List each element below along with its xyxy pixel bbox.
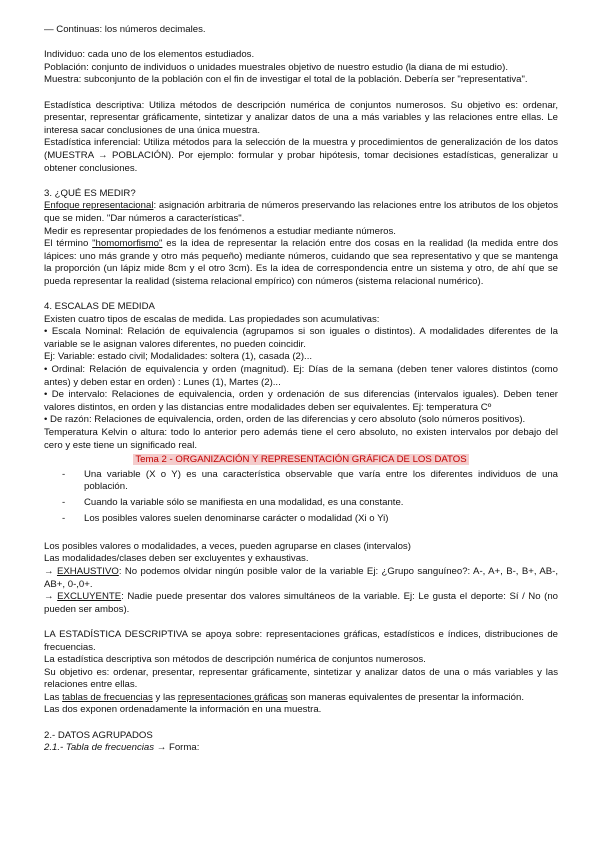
excluyente-term: EXCLUYENTE bbox=[57, 591, 122, 603]
enfoque-paragraph bbox=[44, 200, 558, 225]
descriptiva-apoya-paragraph: LA ESTADÍSTICA DESCRIPTIVA se apoya sobre: representaciones gráficas, estadísticos e índices, distribuciones de frecuencias. bbox=[44, 628, 558, 653]
tablas-join: y las bbox=[152, 691, 178, 703]
escala-intervalo: • De intervalo: Relaciones de equivalencia, orden y ordenación de sus diferencias (intervalos iguales). Deben tener valores distintos, en orden y las distancias entre modalidades deben ser equivalentes. Ej: temperatura Cº bbox=[44, 389, 558, 413]
section-heading-datos-agrupados: 2.- DATOS AGRUPADOS bbox=[44, 729, 153, 741]
continuas-line: — Continuas: los números decimales. bbox=[44, 24, 206, 35]
homomorfismo-lead: El término bbox=[44, 238, 93, 250]
section-heading-escalas: 4. ESCALAS DE MEDIDA bbox=[44, 301, 155, 313]
list-item: - Cuando la variable sólo se manifiesta en una modalidad, es una constante. bbox=[84, 497, 558, 510]
document-page bbox=[44, 24, 558, 755]
clases-paragraph: Los posibles valores o modalidades, a veces, pueden agruparse en clases (intervalos) bbox=[44, 540, 411, 552]
tablas-text: son maneras equivalentes de presentar la información. bbox=[287, 691, 524, 703]
descriptiva-metodos-paragraph: La estadística descriptiva son métodos de descripción numérica de conjuntos numerosos. bbox=[44, 654, 426, 666]
enfoque-text: : asignación arbitraria de números preservando las relaciones entre los atributos de los objetos que se miden. "Dar números a características". bbox=[44, 200, 558, 224]
excluyente-paragraph bbox=[44, 591, 558, 616]
escala-ordinal: • Ordinal: Relación de equivalencia y orden (magnitud). Ej: Días de la semana (deben tener valores distintos (como antes) y deben estar en orden) : Lunes (1), Martes (2)... bbox=[44, 364, 558, 388]
variable-list bbox=[44, 469, 558, 525]
section-heading-medir: 3. ¿QUÉ ES MEDIR? bbox=[44, 187, 136, 199]
enfoque-term: Enfoque representacional bbox=[44, 200, 154, 212]
arrow-icon: → bbox=[44, 591, 58, 603]
list-item: - Una variable (X o Y) es una característica observable que varía entre los diferentes individuos de una población. bbox=[84, 469, 558, 494]
excluyente-text: : Nadie puede presentar dos valores simultáneos de la variable. Ej: Le gusta el deporte: Sí / No (no pueden ser ambos). bbox=[44, 591, 558, 615]
excluyentes-paragraph: Las modalidades/clases deben ser excluyentes y exhaustivas. bbox=[44, 553, 309, 565]
homomorfismo-term: "homomorfismo" bbox=[92, 238, 163, 250]
escalas-intro: Existen cuatro tipos de escalas de medida. Las propiedades son acumulativas: bbox=[44, 313, 380, 325]
exponen-paragraph: Las dos exponen ordenadamente la información en una muestra. bbox=[44, 704, 322, 716]
tema-heading: Tema 2 - ORGANIZACIÓN Y REPRESENTACIÓN GRÁFICA DE LOS DATOS bbox=[135, 454, 467, 466]
objetivo-paragraph: Su objetivo es: ordenar, presentar, representar gráficamente, sintetizar y analizar datos de una o más variables y las relaciones entre ellas. bbox=[44, 666, 558, 691]
tablas-paragraph bbox=[44, 692, 558, 705]
exhaustivo-term: EXHAUSTIVO bbox=[56, 565, 119, 577]
tablas-lead: Las bbox=[44, 691, 63, 703]
muestra-definition: Muestra: subconjunto de la población con el fin de investigar el total de la población. Debería ser "representativa". bbox=[44, 74, 528, 86]
arrow-icon: → bbox=[44, 565, 57, 577]
tabla-frecuencias-term: 2.1.- Tabla de frecuencias bbox=[44, 742, 155, 754]
tema-heading-wrap bbox=[44, 454, 558, 467]
poblacion-definition: Población: conjunto de individuos o unidades muestrales objetivo de nuestro estudio (la diana de mi estudio). bbox=[44, 61, 508, 73]
individuo-definition: Individuo: cada uno de los elementos estudiados. bbox=[44, 49, 255, 61]
escala-nominal: • Escala Nominal: Relación de equivalencia (agrupamos si son iguales o distintos). A modalidades diferentes de la variable se le asignan valores diferentes, no pueden coincidir. bbox=[44, 326, 558, 350]
estadistica-descriptiva-paragraph: Estadística descriptiva: Utiliza métodos de descripción numérica de conjuntos numerosos. Su objetivo es: ordenar, presentar, representar gráficamente, sintetizar y analizar datos de una a más variables y las relaciones entre ellas. Le interesa sacar conclusiones de una única muestra. bbox=[44, 99, 558, 136]
homomorfismo-paragraph bbox=[44, 238, 558, 288]
homomorfismo-text: es la idea de representar la relación entre dos cosas en la realidad (la medida entre dos lápices: uno más grande y otro más pequeño) mediante números, cuidando que sea representativo y que se mantenga la proporción (un lápiz mide 8cm y el otro 3cm). Es la idea de correspondencia entre un sistema y otro, de ahí que se pueda representar la realidad (sistema relacional empírico) con números (sistema relacional numérico). bbox=[44, 238, 558, 287]
graficas-term: representaciones gráficas bbox=[177, 691, 288, 703]
escala-razon: • De razón: Relaciones de equivalencia, orden, orden de las diferencias y cero absoluto (solo números positivos). bbox=[44, 414, 526, 426]
exhaustivo-text: : No podemos olvidar ningún posible valor de la variable Ej: ¿Grupo sanguíneo?: A-, A+, B-, B+, AB-, AB+, 0-,0+. bbox=[44, 565, 558, 590]
tabla-frecuencias-text: → Forma: bbox=[154, 742, 200, 754]
tabla-frecuencias-line bbox=[44, 742, 558, 755]
tablas-term: tablas de frecuencias bbox=[62, 691, 153, 703]
exhaustivo-paragraph bbox=[44, 566, 558, 591]
temperatura-kelvin: Temperatura Kelvin o altura: todo lo anterior pero además tiene el cero absoluto, no existen intervalos por debajo del cero y este tiene un significado real. bbox=[44, 427, 558, 451]
escala-nominal-ejemplo: Ej: Variable: estado civil; Modalidades: soltera (1), casada (2)... bbox=[44, 351, 313, 363]
estadistica-inferencial-paragraph: Estadística inferencial: Utiliza métodos para la selección de la muestra y procedimientos de generalización de los datos (MUESTRA → POBLACIÓN). Por ejemplo: formular y probar hipótesis, tomar decisiones estadísticas, generalizar u obtener conclusiones. bbox=[44, 137, 558, 174]
medir-paragraph: Medir es representar propiedades de los fenómenos a estudiar mediante números. bbox=[44, 225, 396, 237]
list-item: - Los posibles valores suelen denominarse carácter o modalidad (Xi o Yi) bbox=[84, 513, 558, 526]
